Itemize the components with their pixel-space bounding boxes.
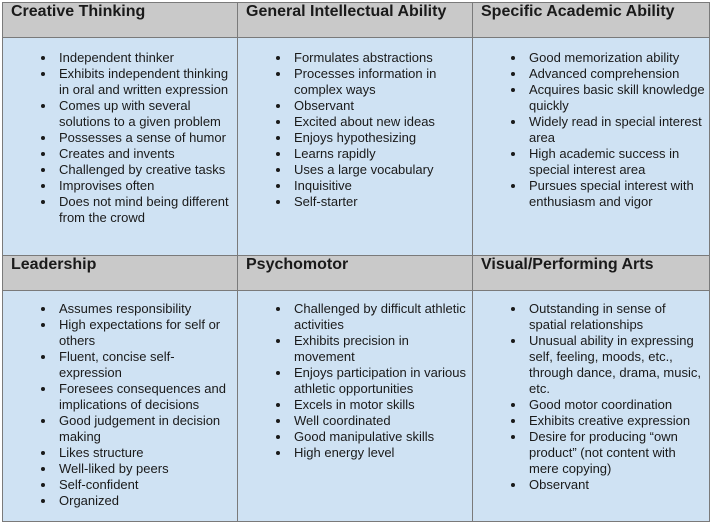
trait-item: • Unusual ability in expressing self, feeling, moods, etc., through dance, drama, music, etc. bbox=[526, 333, 705, 397]
trait-item: • Well coordinated bbox=[291, 413, 468, 429]
trait-item: • Outstanding in sense of spatial relationships bbox=[526, 301, 705, 333]
cell-visual-performing-arts bbox=[473, 291, 710, 522]
trait-item: • High energy level bbox=[291, 445, 468, 461]
trait-item: • Widely read in special interest area bbox=[526, 114, 705, 146]
trait-list bbox=[473, 301, 705, 493]
trait-item: • Foresees consequences and implications of decisions bbox=[56, 381, 233, 413]
trait-item: • Excels in motor skills bbox=[291, 397, 468, 413]
trait-item: • Challenged by creative tasks bbox=[56, 162, 233, 178]
cell-creative-thinking bbox=[3, 38, 238, 256]
trait-item: • Creates and invents bbox=[56, 146, 233, 162]
body-row-1 bbox=[3, 38, 710, 256]
trait-item: • Enjoys participation in various athletic opportunities bbox=[291, 365, 468, 397]
trait-item: • Does not mind being different from the crowd bbox=[56, 194, 233, 226]
trait-item: • Independent thinker bbox=[56, 50, 233, 66]
trait-item: • Desire for producing “own product” (not content with mere copying) bbox=[526, 429, 705, 477]
trait-item: • High expectations for self or others bbox=[56, 317, 233, 349]
trait-list bbox=[3, 50, 233, 226]
trait-item: • Acquires basic skill knowledge quickly bbox=[526, 82, 705, 114]
cell-psychomotor bbox=[238, 291, 473, 522]
trait-item: • Exhibits creative expression bbox=[526, 413, 705, 429]
trait-item: • Well-liked by peers bbox=[56, 461, 233, 477]
heading-leadership: Leadership bbox=[3, 256, 238, 291]
body-row-2 bbox=[3, 291, 710, 522]
trait-item: • Self-confident bbox=[56, 477, 233, 493]
trait-list bbox=[238, 50, 468, 210]
trait-item: • Formulates abstractions bbox=[291, 50, 468, 66]
trait-item: • Challenged by difficult athletic activities bbox=[291, 301, 468, 333]
trait-item: • Pursues special interest with enthusiasm and vigor bbox=[526, 178, 705, 210]
heading-psychomotor: Psychomotor bbox=[238, 256, 473, 291]
trait-item: • Observant bbox=[291, 98, 468, 114]
trait-list bbox=[3, 301, 233, 509]
trait-item: • High academic success in special interest area bbox=[526, 146, 705, 178]
trait-item: • Improvises often bbox=[56, 178, 233, 194]
cell-specific-academic-ability bbox=[473, 38, 710, 256]
trait-list bbox=[473, 50, 705, 210]
trait-item: • Good motor coordination bbox=[526, 397, 705, 413]
gifted-traits-table bbox=[2, 2, 710, 522]
heading-creative-thinking: Creative Thinking bbox=[3, 3, 238, 38]
header-row-2 bbox=[3, 256, 710, 291]
trait-item: • Fluent, concise self-expression bbox=[56, 349, 233, 381]
trait-list bbox=[238, 301, 468, 461]
trait-item: • Assumes responsibility bbox=[56, 301, 233, 317]
trait-item: • Self-starter bbox=[291, 194, 468, 210]
trait-item: • Enjoys hypothesizing bbox=[291, 130, 468, 146]
trait-item: • Possesses a sense of humor bbox=[56, 130, 233, 146]
header-row-1 bbox=[3, 3, 710, 38]
trait-item: • Good memorization ability bbox=[526, 50, 705, 66]
trait-item: • Processes information in complex ways bbox=[291, 66, 468, 98]
trait-item: • Organized bbox=[56, 493, 233, 509]
trait-item: • Good judgement in decision making bbox=[56, 413, 233, 445]
heading-specific-academic-ability: Specific Academic Ability bbox=[473, 3, 710, 38]
trait-item: • Advanced comprehension bbox=[526, 66, 705, 82]
trait-item: • Uses a large vocabulary bbox=[291, 162, 468, 178]
trait-item: • Good manipulative skills bbox=[291, 429, 468, 445]
trait-item: • Likes structure bbox=[56, 445, 233, 461]
trait-item: • Exhibits precision in movement bbox=[291, 333, 468, 365]
heading-general-intellectual-ability: General Intellectual Ability bbox=[238, 3, 473, 38]
trait-item: • Inquisitive bbox=[291, 178, 468, 194]
trait-item: • Excited about new ideas bbox=[291, 114, 468, 130]
trait-item: • Observant bbox=[526, 477, 705, 493]
trait-item: • Learns rapidly bbox=[291, 146, 468, 162]
cell-leadership bbox=[3, 291, 238, 522]
trait-item: • Comes up with several solutions to a given problem bbox=[56, 98, 233, 130]
cell-general-intellectual-ability bbox=[238, 38, 473, 256]
heading-visual-performing-arts: Visual/Performing Arts bbox=[473, 256, 710, 291]
trait-item: • Exhibits independent thinking in oral and written expression bbox=[56, 66, 233, 98]
